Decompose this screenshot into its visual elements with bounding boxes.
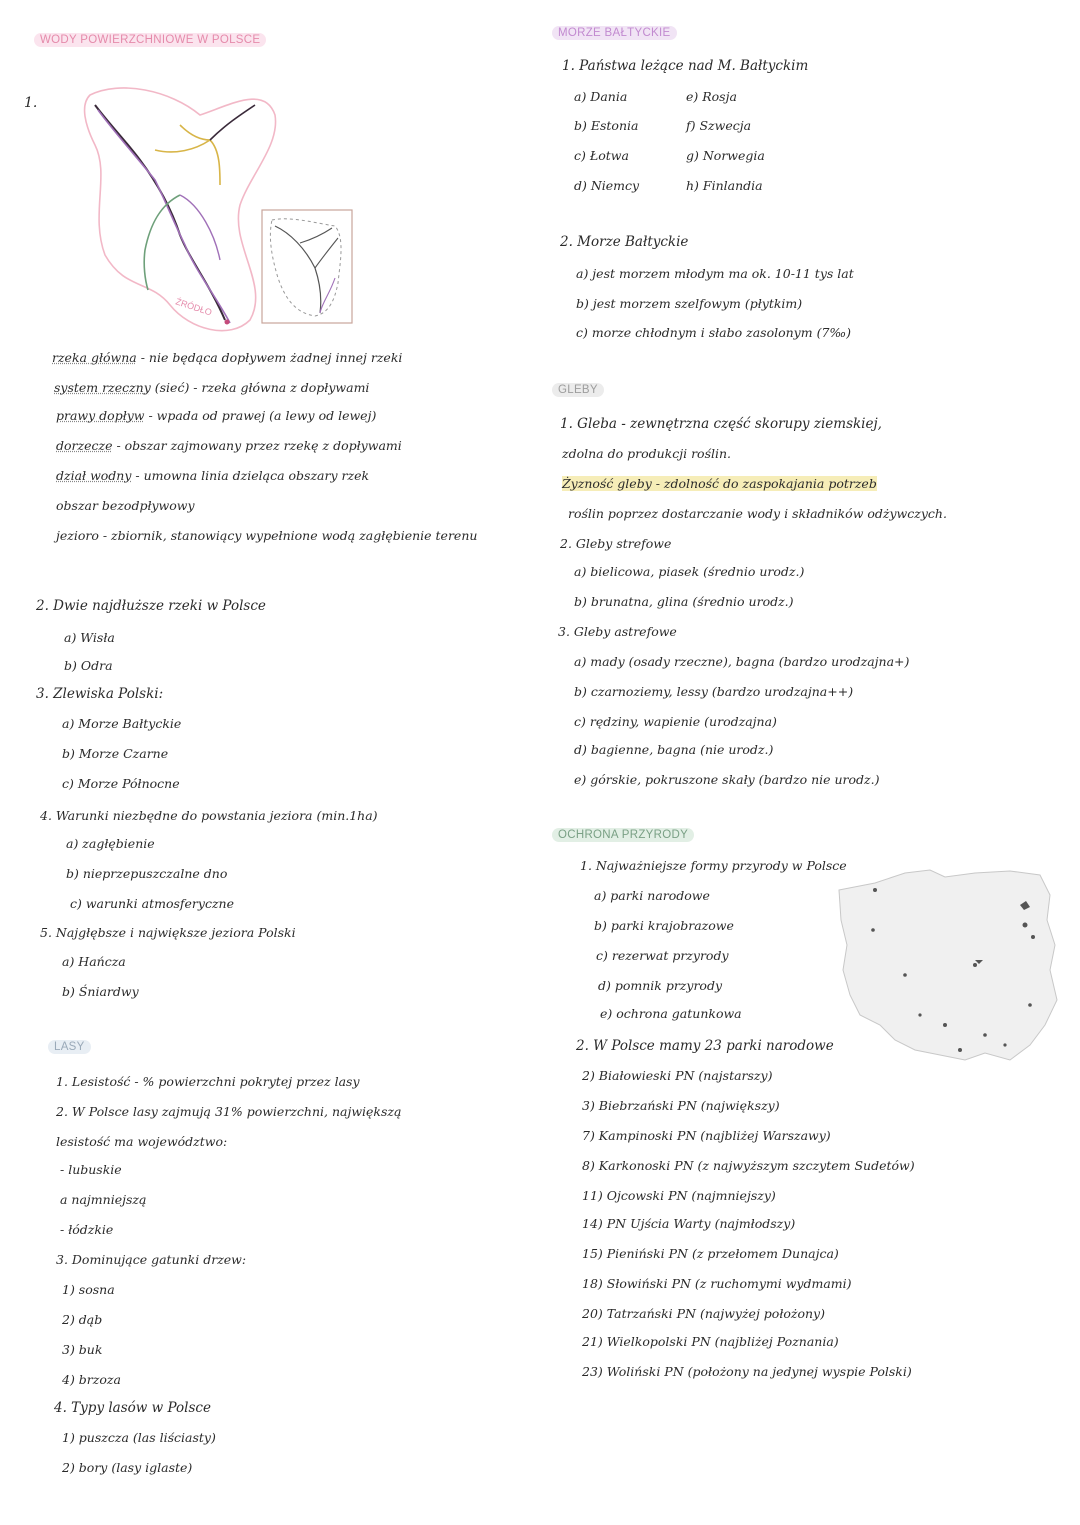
text-line: 2. W Polsce lasy zajmują 31% powierzchni, największą — [56, 1104, 402, 1119]
list-item: a) Hańcza — [62, 954, 126, 969]
question-title: 1. Państwa leżące nad M. Bałtyckim — [562, 58, 809, 74]
section-tag-soils: GLEBY — [552, 383, 604, 397]
park-item: 14) PN Ujścia Warty (najmłodszy) — [582, 1216, 796, 1231]
list-item: b) parki krajobrazowe — [594, 918, 734, 933]
list-item: b) nieprzepuszczalne dno — [66, 866, 228, 881]
question-title: 3. Zlewiska Polski: — [36, 686, 164, 702]
park-item: 15) Pieniński PN (z przełomem Dunajca) — [582, 1246, 839, 1261]
park-item: 2) Białowieski PN (najstarszy) — [582, 1068, 773, 1083]
list-item: c) Łotwa — [574, 148, 629, 163]
park-item: 23) Woliński PN (położony na jedynej wyspie Polski) — [582, 1364, 912, 1379]
list-item: e) ochrona gatunkowa — [600, 1006, 742, 1021]
text-line: 3. Dominujące gatunki drzew: — [56, 1252, 247, 1267]
list-item: a) jest morzem młodym ma ok. 10-11 tys lat — [576, 266, 854, 281]
list-item: c) Morze Północne — [62, 776, 180, 791]
park-item: 7) Kampinoski PN (najbliżej Warszawy) — [582, 1128, 831, 1143]
text-line: 2) dąb — [62, 1312, 103, 1327]
list-item: e) Rosja — [686, 89, 737, 104]
text-line: 4. Typy lasów w Polsce — [54, 1400, 211, 1416]
text-line: Żyzność gleby - zdolność do zaspokajania potrzeb — [562, 476, 877, 491]
text-line: 2) bory (lasy iglaste) — [62, 1460, 193, 1475]
list-item: a) Morze Bałtyckie — [62, 716, 182, 731]
list-item: h) Finlandia — [686, 178, 763, 193]
list-item: d) Niemcy — [574, 178, 640, 193]
watershed-outline — [85, 88, 276, 331]
text-line: 2. Gleby strefowe — [560, 536, 672, 551]
text-line: - lubuskie — [60, 1162, 122, 1177]
list-item: a) Wisła — [64, 630, 115, 645]
text-line: zdolna do produkcji roślin. — [562, 446, 732, 461]
park-item: 18) Słowiński PN (z ruchomymi wydmami) — [582, 1276, 852, 1291]
park-item: 21) Wielkopolski PN (najbliżej Poznania) — [582, 1334, 839, 1349]
text-line: a najmniejszą — [60, 1192, 147, 1207]
list-item: b) czarnoziemy, lessy (bardzo urodzajna++) — [574, 684, 854, 699]
definition-line: prawy dopływ - wpada od prawej (a lewy od lewej) — [56, 408, 377, 423]
text-line: 3) buk — [62, 1342, 103, 1357]
text-line: 1. Gleba - zewnętrzna część skorupy ziemskiej, — [560, 416, 882, 432]
definition-line: system rzeczny (sieć) - rzeka główna z dopływami — [54, 380, 370, 395]
question-title: 2. W Polsce mamy 23 parki narodowe — [576, 1038, 834, 1054]
list-item: c) rezerwat przyrody — [596, 948, 729, 963]
definition-line: obszar bezodpływowy — [56, 498, 195, 513]
park-item: 3) Biebrzański PN (największy) — [582, 1098, 780, 1113]
definition-line: rzeka główna - nie będąca dopływem żadnej innej rzeki — [52, 350, 403, 365]
text-line: 1. Lesistość - % powierzchni pokrytej przez lasy — [56, 1074, 360, 1089]
list-item: e) górskie, pokruszone skały (bardzo nie urodz.) — [574, 772, 880, 787]
list-item: d) pomnik przyrody — [598, 978, 723, 993]
list-item: c) morze chłodnym i słabo zasolonym (7‰) — [576, 325, 852, 340]
list-item: b) Odra — [64, 658, 113, 673]
text-line: - łódzkie — [60, 1222, 114, 1237]
list-item: g) Norwegia — [686, 148, 765, 163]
question-title: 2. Morze Bałtyckie — [560, 234, 689, 250]
question-title: 2. Dwie najdłuższe rzeki w Polsce — [36, 598, 266, 614]
list-item: a) bielicowa, piasek (średnio urodz.) — [574, 564, 805, 579]
source-dot — [225, 320, 230, 325]
text-line: 4) brzoza — [62, 1372, 121, 1387]
section-tag-nature-protection: OCHRONA PRZYRODY — [552, 828, 694, 842]
text-line: 1) sosna — [62, 1282, 115, 1297]
text-line: lesistość ma województwo: — [56, 1134, 228, 1149]
yellow-tributary — [155, 125, 220, 185]
list-item: c) rędziny, wapienie (urodzajna) — [574, 714, 777, 729]
poland-national-parks-map — [835, 865, 1065, 1070]
definition-line: jezioro - zbiornik, stanowiący wypełnione wodą zagłębienie terenu — [56, 528, 478, 543]
purple-river — [98, 110, 230, 323]
watershed-inset-diagram — [260, 208, 355, 326]
question-title: 5. Najgłębsze i największe jeziora Polski — [40, 925, 296, 940]
list-item: b) Śniardwy — [62, 984, 139, 999]
poland-outline — [839, 870, 1057, 1060]
text-line: 1) puszcza (las liściasty) — [62, 1430, 216, 1445]
source-label: ŹRÓDŁO — [174, 296, 214, 318]
section-tag-surface-waters: WODY POWIERZCHNIOWE W POLSCE — [34, 33, 266, 47]
question-title: 4. Warunki niezbędne do powstania jeziora (min.1ha) — [40, 808, 378, 823]
item-number: 1. — [24, 95, 38, 111]
list-item: a) parki narodowe — [594, 888, 710, 903]
definition-line: dział wodny - umowna linia dzieląca obszary rzek — [56, 468, 370, 483]
list-item: b) jest morzem szelfowym (płytkim) — [576, 296, 803, 311]
list-item: a) zagłębienie — [66, 836, 155, 851]
text-line: 3. Gleby astrefowe — [558, 624, 677, 639]
list-item: f) Szwecja — [686, 118, 752, 133]
list-item: c) warunki atmosferyczne — [70, 896, 234, 911]
park-item: 8) Karkonoski PN (z najwyższym szczytem Sudetów) — [582, 1158, 915, 1173]
park-item: 20) Tatrzański PN (najwyżej położony) — [582, 1306, 825, 1321]
section-tag-forests: LASY — [48, 1040, 91, 1054]
question-title: 1. Najważniejsze formy przyrody w Polsce — [580, 858, 847, 873]
list-item: a) mady (osady rzeczne), bagna (bardzo urodzajna+) — [574, 654, 910, 669]
purple-branch — [180, 195, 220, 260]
park-item: 11) Ojcowski PN (najmniejszy) — [582, 1188, 776, 1203]
list-item: d) bagienne, bagna (nie urodz.) — [574, 742, 774, 757]
list-item: b) Morze Czarne — [62, 746, 169, 761]
section-tag-baltic-sea: MORZE BAŁTYCKIE — [552, 26, 677, 40]
text-line: roślin poprzez dostarczanie wody i składników odżywczych. — [568, 506, 947, 521]
list-item: b) brunatna, glina (średnio urodz.) — [574, 594, 794, 609]
green-tributary — [144, 195, 180, 290]
definition-line: dorzecze - obszar zajmowany przez rzekę z dopływami — [56, 438, 402, 453]
list-item: b) Estonia — [574, 118, 639, 133]
list-item: a) Dania — [574, 89, 628, 104]
dark-tributary — [210, 105, 255, 140]
